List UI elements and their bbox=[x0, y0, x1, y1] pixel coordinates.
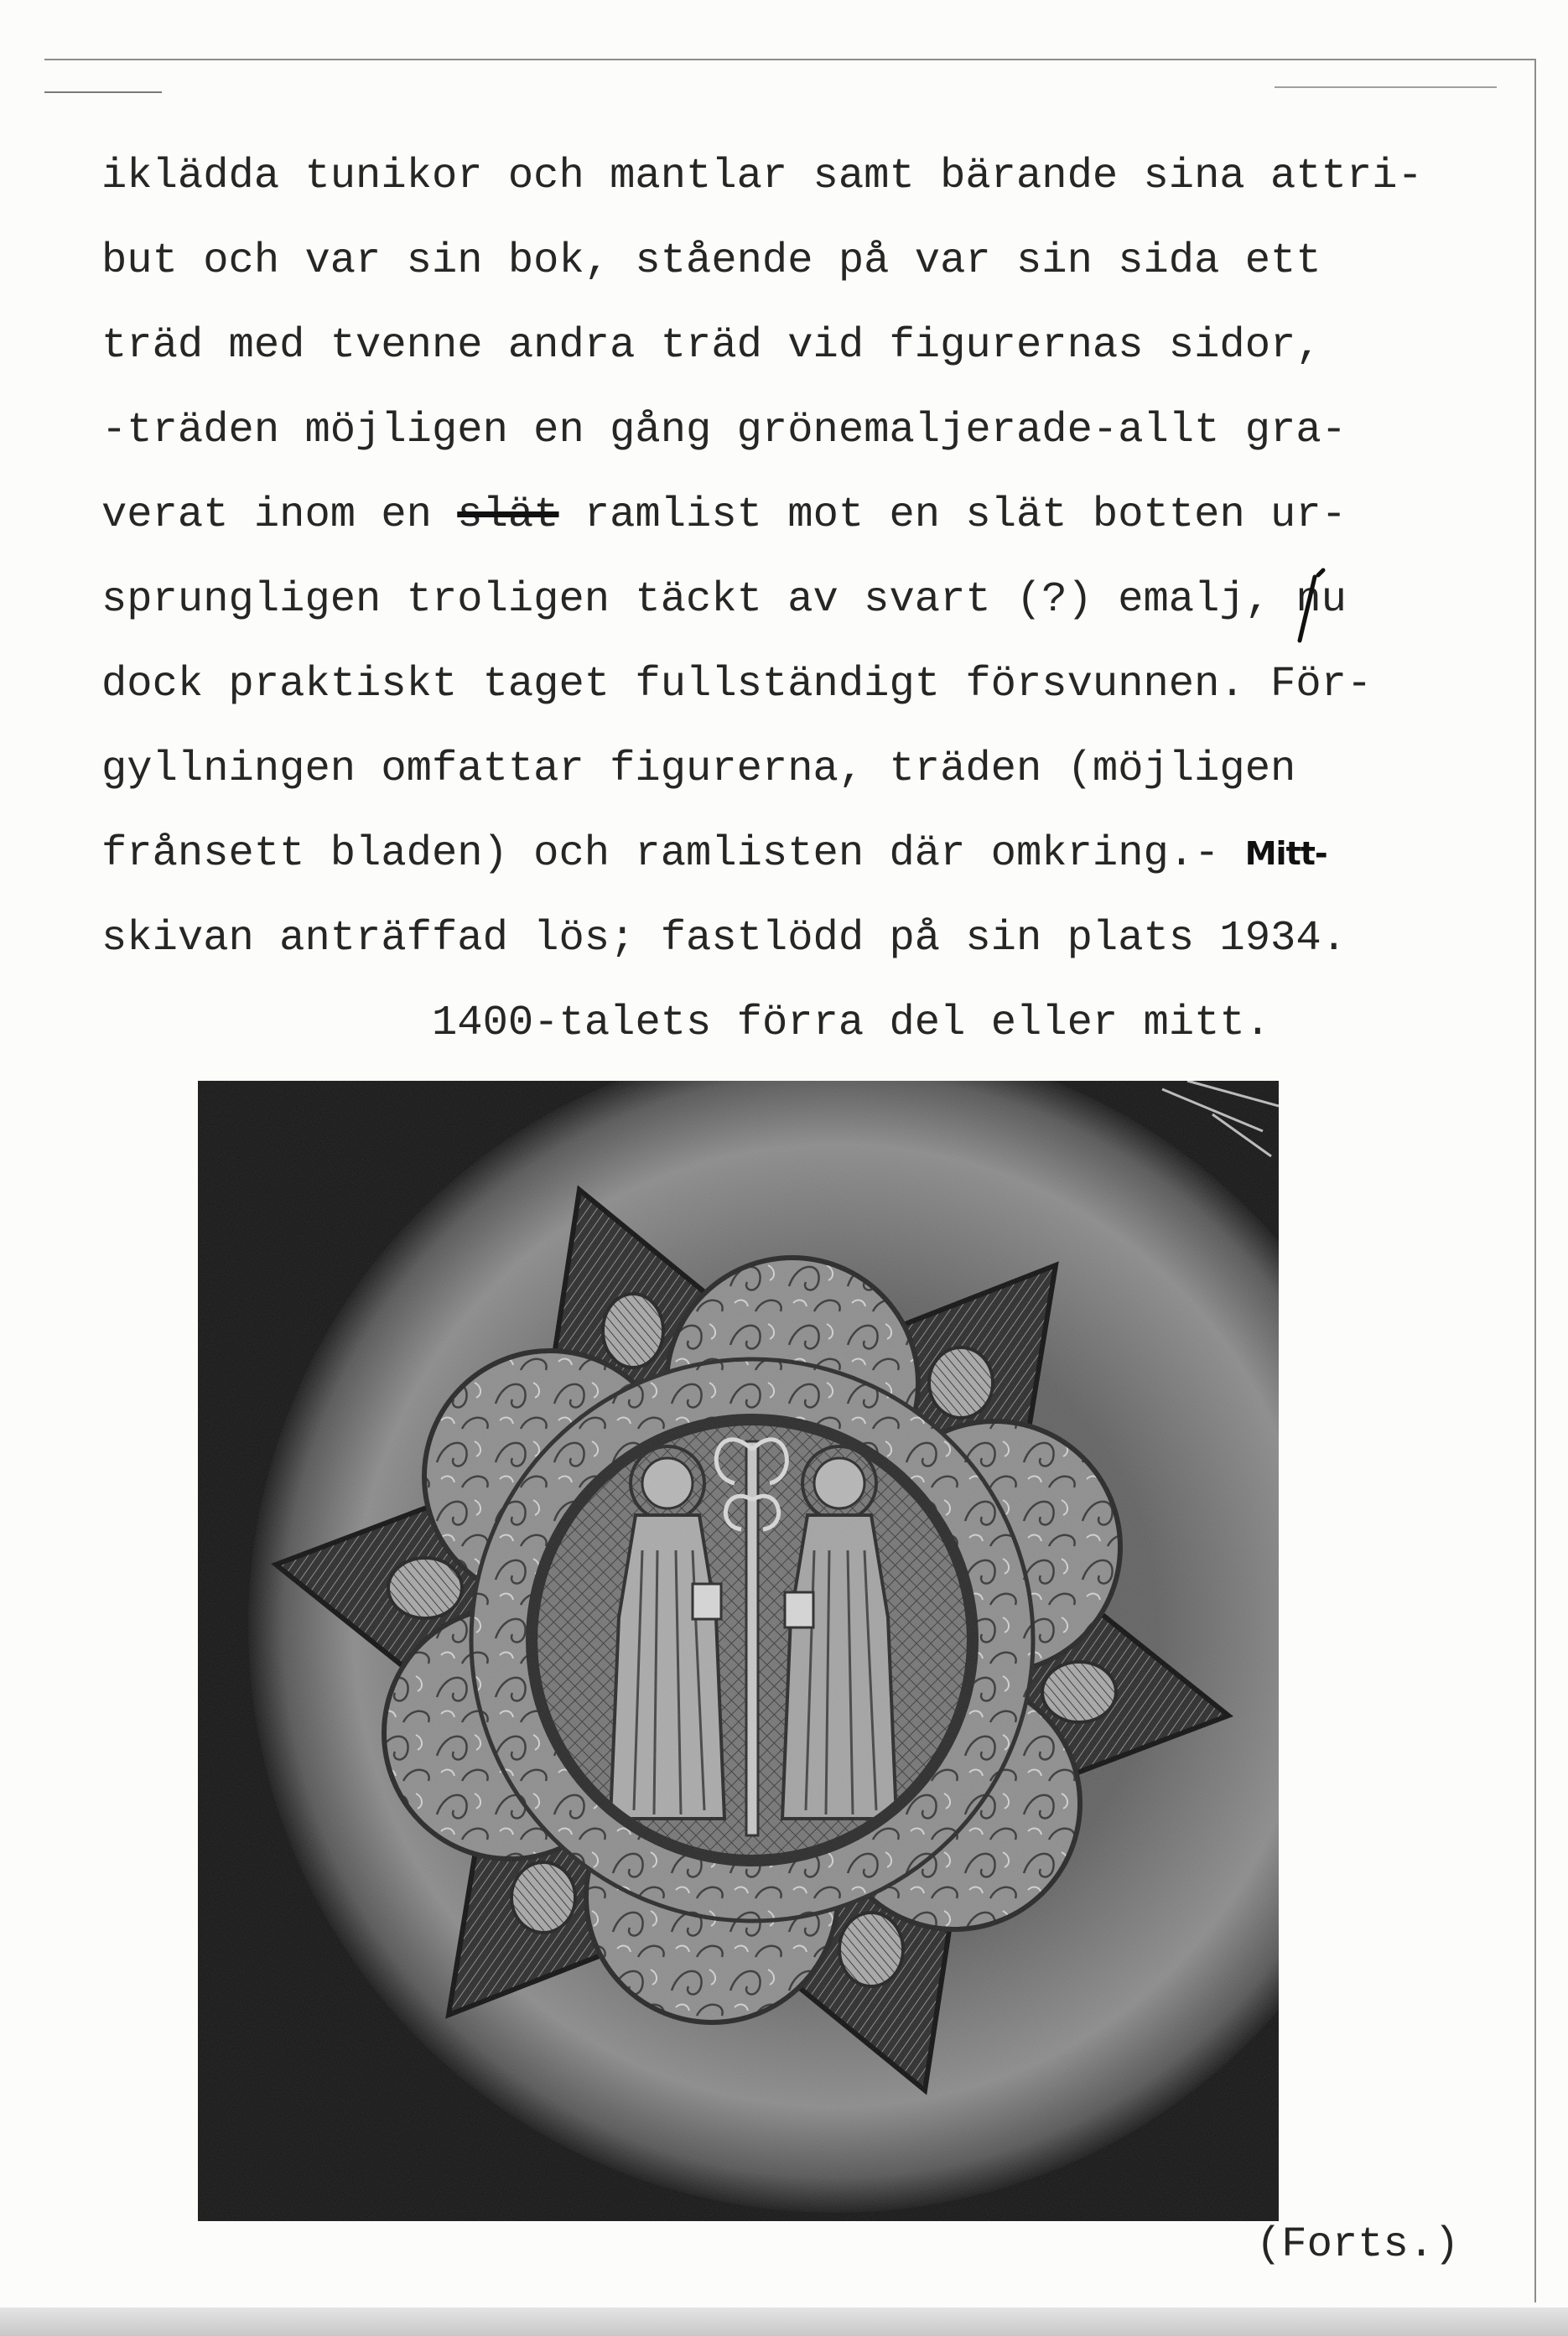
text-line-6: sprungligen troligen täckt av svart (?) emalj, nu bbox=[101, 576, 1347, 624]
text-line-9-typed: frånsett bladen) och ramlisten där omkring.- bbox=[101, 830, 1245, 878]
text-line-3: träd med tvenne andra träd vid figurernas sidor, bbox=[101, 322, 1321, 370]
plate-photograph bbox=[198, 1081, 1279, 2221]
text-line-4: -träden möjligen en gång grönemaljerade-allt gra- bbox=[101, 407, 1347, 454]
typed-text-block bbox=[101, 134, 1423, 1066]
text-line-1: iklädda tunikor och mantlar samt bärande sina attri- bbox=[101, 153, 1423, 200]
text-line-5-before: verat inom en bbox=[101, 491, 458, 539]
text-line-2: but och var sin bok, stående på var sin sida ett bbox=[101, 237, 1321, 285]
page-edge-top bbox=[44, 59, 1536, 60]
text-line-5-after: ramlist mot en slät botten ur- bbox=[558, 491, 1347, 539]
text-line-7: dock praktiskt taget fullständigt försvunnen. För- bbox=[101, 661, 1373, 709]
sheet-edge-top-right bbox=[1275, 86, 1497, 88]
text-line-9 bbox=[101, 812, 1423, 896]
continued-note: (Forts.) bbox=[1256, 2221, 1460, 2269]
struck-word: slät bbox=[457, 491, 559, 539]
text-line-10: skivan anträffad lös; fastlödd på sin plats 1934. bbox=[101, 915, 1347, 963]
page-edge-right bbox=[1534, 59, 1536, 2302]
photo-image bbox=[198, 1081, 1279, 2221]
scan-bottom-edge bbox=[0, 2307, 1568, 2336]
dating-line: 1400-talets förra del eller mitt. bbox=[432, 999, 1271, 1047]
sheet-edge-top-left bbox=[44, 91, 162, 93]
text-line-8: gyllningen omfattar figurerna, träden (möjligen bbox=[101, 745, 1296, 793]
handwritten-correction-mark bbox=[1290, 567, 1327, 647]
text-line-5 bbox=[101, 473, 1423, 558]
handwritten-note: Mitt- bbox=[1244, 835, 1327, 872]
photo-grain bbox=[198, 1081, 1279, 2221]
